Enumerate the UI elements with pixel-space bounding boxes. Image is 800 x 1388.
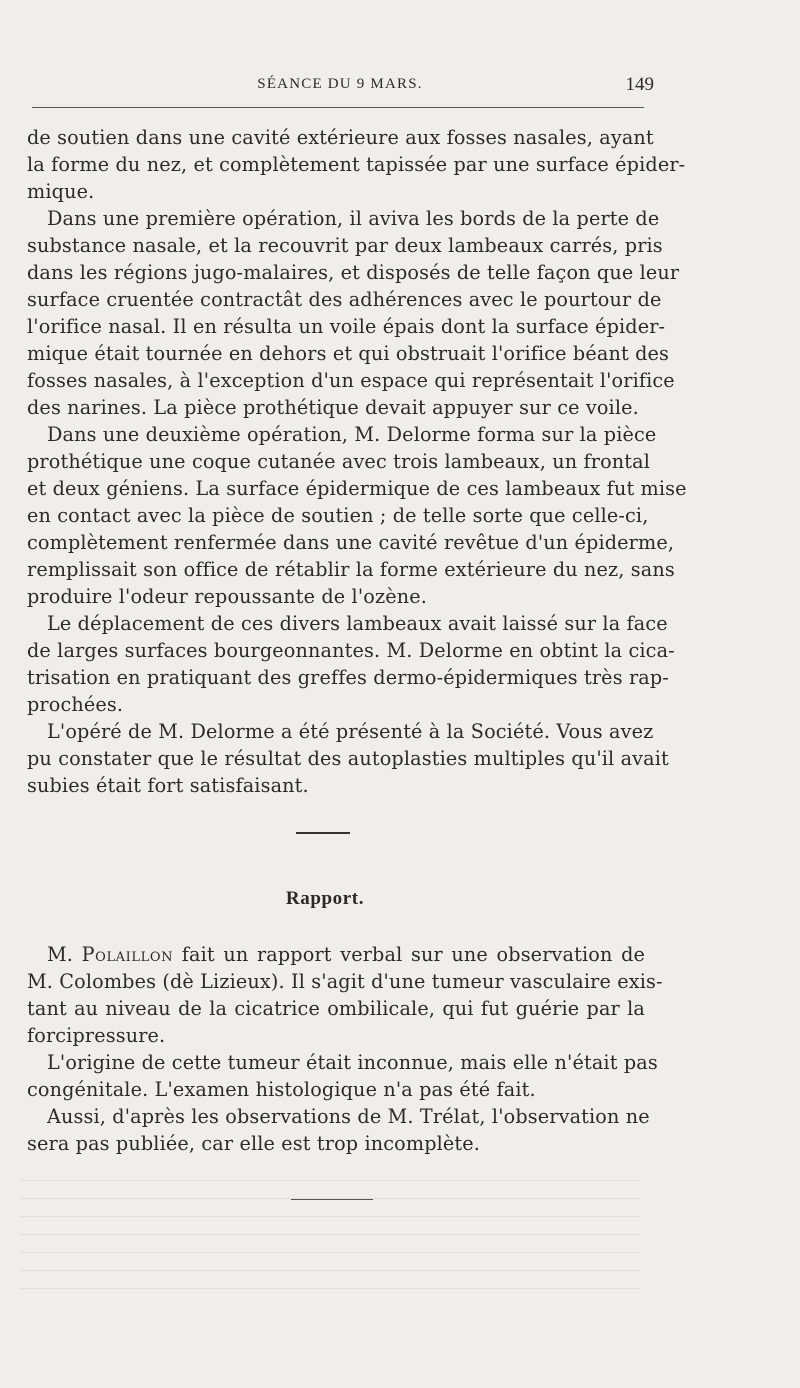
section-title: Rapport.	[285, 888, 365, 909]
text-line: trisation en pratiquant des greffes dermo-épidermiques très rap-	[27, 666, 669, 689]
text-line: et deux géniens. La surface épidermique de ces lambeaux fut mise	[27, 477, 687, 500]
text-line: remplissait son office de rétablir la forme extérieure du nez, sans	[27, 558, 675, 581]
text-line	[27, 941, 645, 968]
text-line: pu constater que le résultat des autoplasties multiples qu'il avait	[27, 747, 669, 770]
running-head	[30, 74, 654, 98]
text-line: des narines. La pièce prothétique devait appuyer sur ce voile.	[27, 396, 639, 419]
text-line: L'origine de cette tumeur était inconnue, mais elle n'était pas	[47, 1051, 658, 1074]
header-rule	[32, 107, 644, 108]
text-line: Dans une première opération, il aviva les bords de la perte de	[47, 207, 660, 230]
main-text-block	[27, 124, 687, 799]
text-fragment: M.	[47, 943, 82, 966]
text-line: surface cruentée contractât des adhérences avec le pourtour de	[27, 288, 662, 311]
text-line: L'opéré de M. Delorme a été présenté à la Société. Vous avez	[47, 720, 654, 743]
text-line: Dans une deuxième opération, M. Delorme forma sur la pièce	[47, 423, 657, 446]
report-text-block	[27, 941, 663, 1157]
text-line: fosses nasales, à l'exception d'un espace qui représentait l'orifice	[27, 369, 675, 392]
text-line: de soutien dans une cavité extérieure aux fosses nasales, ayant	[27, 126, 654, 149]
author-name: Polaillon	[81, 943, 174, 966]
text-line: complètement renfermée dans une cavité revêtue d'un épiderme,	[27, 531, 675, 554]
text-line: produire l'odeur repoussante de l'ozène.	[27, 585, 427, 608]
section-divider	[296, 832, 350, 834]
text-line: substance nasale, et la recouvrit par deux lambeaux carrés, pris	[27, 234, 663, 257]
text-line: mique était tournée en dehors et qui obstruait l'orifice béant des	[27, 342, 670, 365]
text-line: forcipressure.	[27, 1024, 166, 1047]
text-line: M. Colombes (dè Lizieux). Il s'agit d'une tumeur vasculaire exis-	[27, 970, 663, 993]
text-line: congénitale. L'examen histologique n'a pas été fait.	[27, 1078, 536, 1101]
text-line: de larges surfaces bourgeonnantes. M. Delorme en obtint la cica-	[27, 639, 675, 662]
text-line: prochées.	[27, 693, 124, 716]
text-line: Le déplacement de ces divers lambeaux avait laissé sur la face	[47, 612, 668, 635]
text-line: subies était fort satisfaisant.	[27, 774, 309, 797]
text-fragment: fait un rapport verbal sur une observation de	[173, 943, 646, 966]
running-title: SÉANCE DU 9 MARS.	[257, 76, 423, 92]
page-number: 149	[625, 74, 654, 95]
text-line: mique.	[27, 180, 95, 203]
text-line: en contact avec la pièce de soutien ; de telle sorte que celle-ci,	[27, 504, 649, 527]
text-line: Aussi, d'après les observations de M. Trélat, l'observation ne	[47, 1105, 650, 1128]
text-line: la forme du nez, et complètement tapissée par une surface épider-	[27, 153, 686, 176]
text-line: dans les régions jugo-malaires, et disposés de telle façon que leur	[27, 261, 680, 284]
text-line: tant au niveau de la cicatrice ombilicale, qui fut guérie par la	[27, 997, 645, 1020]
text-line: sera pas publiée, car elle est trop incomplète.	[27, 1132, 481, 1155]
show-through-texture	[20, 1180, 640, 1300]
text-line: l'orifice nasal. Il en résulta un voile épais dont la surface épider-	[27, 315, 666, 338]
text-line: prothétique une coque cutanée avec trois lambeaux, un frontal	[27, 450, 651, 473]
